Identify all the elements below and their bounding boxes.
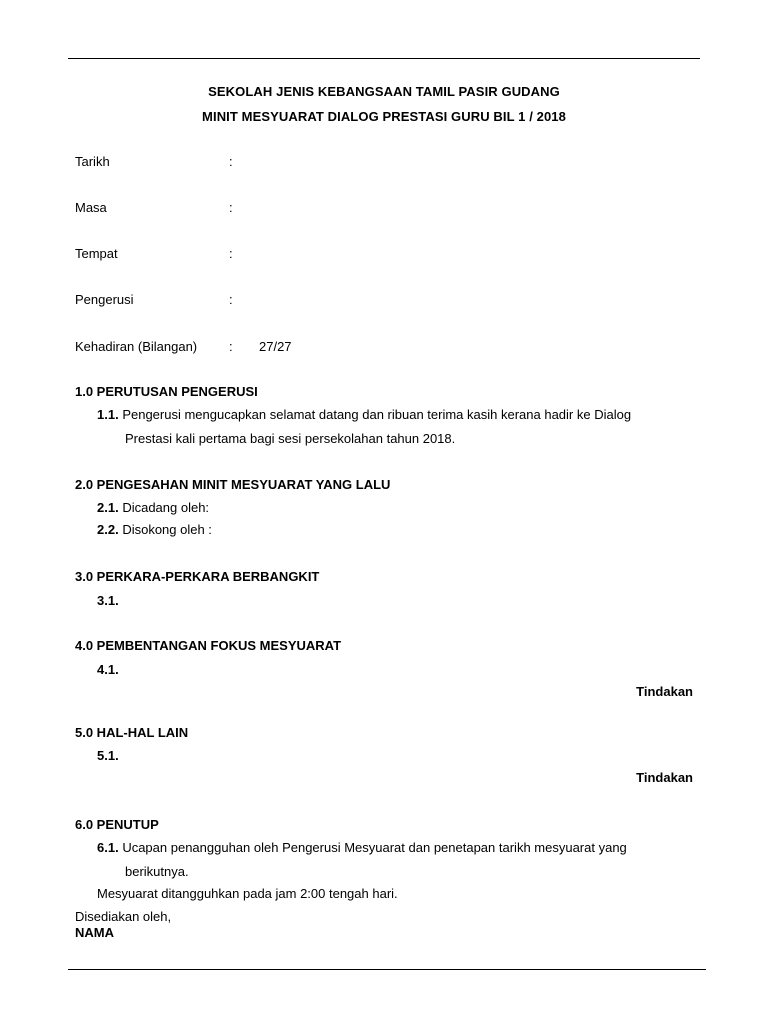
item-number: 5.1.	[97, 748, 119, 763]
field-colon: :	[229, 154, 233, 169]
field-value: 27/27	[259, 339, 292, 354]
section-5-item	[97, 744, 693, 768]
item-number: 4.1.	[97, 662, 119, 677]
field-colon: :	[229, 339, 233, 354]
item-number: 6.1.	[97, 840, 119, 855]
section-3-heading: 3.0 PERKARA-PERKARA BERBANGKIT	[75, 569, 320, 584]
bottom-rule	[68, 969, 706, 970]
field-label: Tarikh	[75, 154, 110, 169]
field-label: Pengerusi	[75, 292, 134, 307]
section-6-heading: 6.0 PENUTUP	[75, 817, 159, 832]
prepared-by-label: Disediakan oleh,	[75, 909, 172, 924]
section-6-item	[97, 836, 693, 884]
field-pengerusi	[75, 292, 695, 310]
section-5-heading: 5.0 HAL-HAL LAIN	[75, 725, 189, 740]
section-5-action-label: Tindakan	[636, 770, 693, 785]
section-4-heading: 4.0 PEMBENTANGAN FOKUS MESYUARAT	[75, 638, 342, 653]
field-label: Masa	[75, 200, 107, 215]
item-number: 1.1.	[97, 407, 119, 422]
section-2-item-1	[97, 496, 693, 520]
item-text-continued: berikutnya.	[125, 864, 189, 879]
field-colon: :	[229, 246, 233, 261]
field-masa	[75, 200, 695, 218]
section-2-heading: 2.0 PENGESAHAN MINIT MESYUARAT YANG LALU	[75, 477, 391, 492]
item-text-continued: Prestasi kali pertama bagi sesi persekolahan tahun 2018.	[125, 431, 456, 446]
item-text: Disokong oleh :	[122, 522, 212, 537]
document-title: MINIT MESYUARAT DIALOG PRESTASI GURU BIL 1 / 2018	[202, 109, 566, 124]
top-rule	[68, 58, 700, 59]
field-kehadiran	[75, 339, 695, 357]
item-number: 2.1.	[97, 500, 119, 515]
preparer-name: NAMA	[75, 925, 114, 940]
item-text: Pengerusi mengucapkan selamat datang dan ribuan terima kasih kerana hadir ke Dialog	[122, 407, 632, 422]
field-colon: :	[229, 200, 233, 215]
field-label: Tempat	[75, 246, 118, 261]
section-4-action-label: Tindakan	[636, 684, 693, 699]
section-3-item	[97, 589, 693, 613]
item-number: 2.2.	[97, 522, 119, 537]
school-name: SEKOLAH JENIS KEBANGSAAN TAMIL PASIR GUDANG	[208, 84, 560, 99]
section-4-item	[97, 658, 693, 682]
field-tempat	[75, 246, 695, 264]
field-tarikh	[75, 154, 695, 172]
closing-statement: Mesyuarat ditangguhkan pada jam 2:00 tengah hari.	[97, 886, 398, 901]
item-text: Dicadang oleh:	[122, 500, 210, 515]
item-text: Ucapan penangguhan oleh Pengerusi Mesyuarat dan penetapan tarikh mesyuarat yang	[122, 840, 627, 855]
section-1-item	[97, 403, 693, 451]
field-colon: :	[229, 292, 233, 307]
section-2-item-2	[97, 518, 693, 542]
field-label: Kehadiran (Bilangan)	[75, 339, 198, 354]
section-1-heading: 1.0 PERUTUSAN PENGERUSI	[75, 384, 258, 399]
item-number: 3.1.	[97, 593, 119, 608]
